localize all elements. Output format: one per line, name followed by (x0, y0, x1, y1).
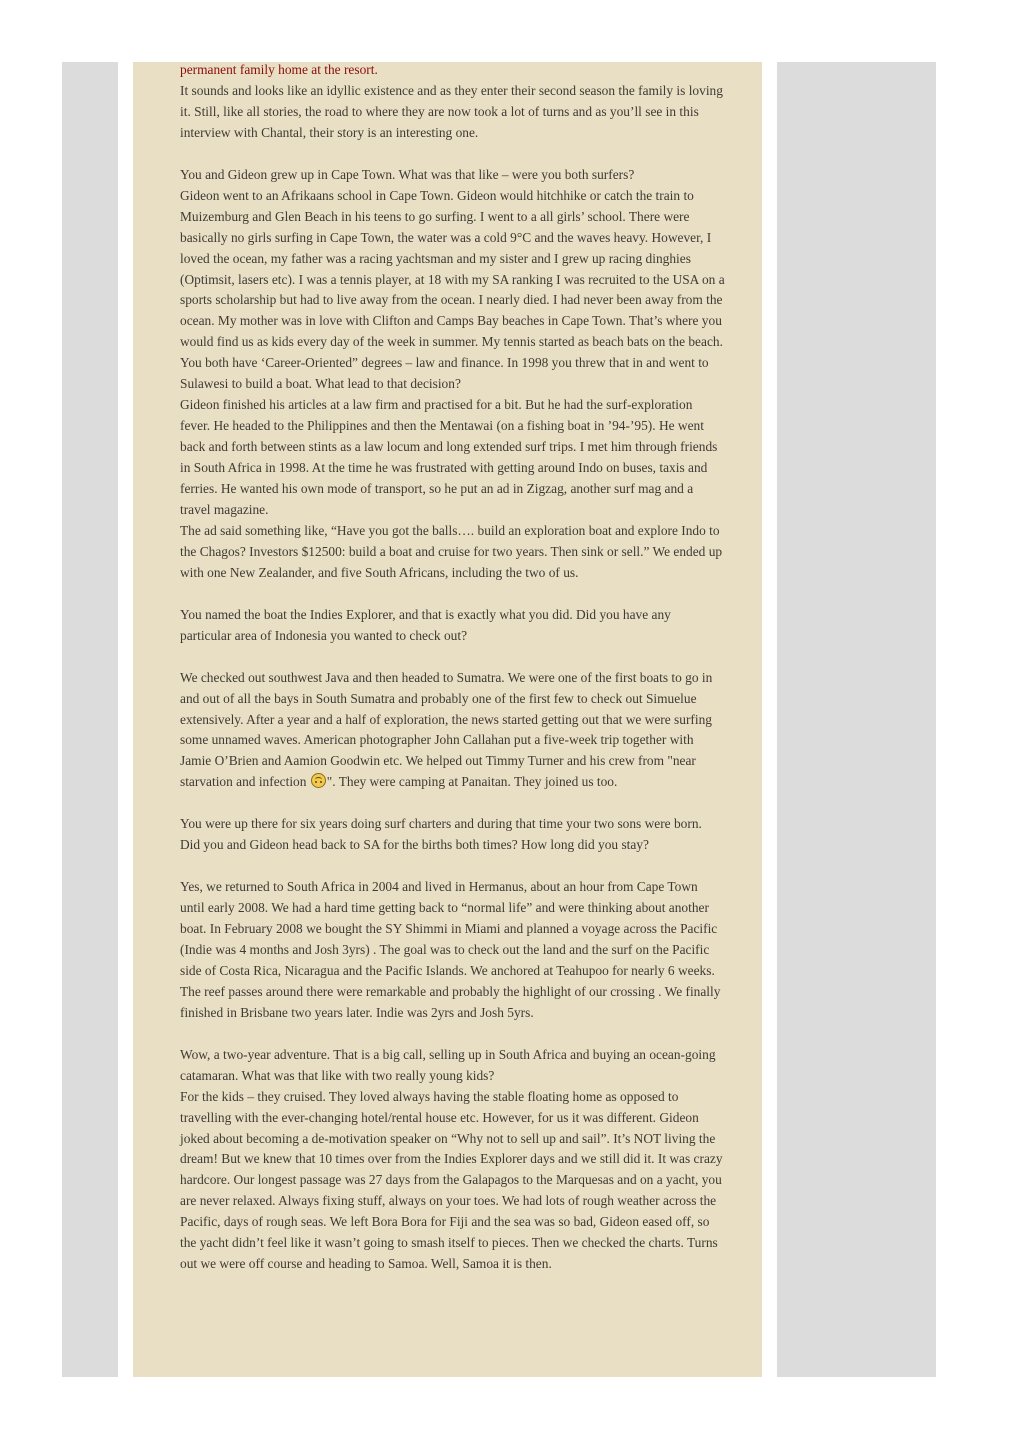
question-2: You both have ‘Career-Oriented” degrees – law and finance. In 1998 you threw that in and went to Sulawesi to build a boat. What lead to that decision? (180, 355, 709, 392)
answer-4: Yes, we returned to South Africa in 2004 and lived in Hermanus, about an hour from Cape Town until early 2008. We had a hard time getting back to “normal life” and were thinking about another boat. In February 2008 we bought the SY Shimmi in Miami and planned a voyage across the Pacific (Indie was 4 months and Josh 3yrs) . The goal was to check out the land and the surf on the Pacific side of Costa Rica, Nicaragua and the Pacific Islands. We anchored at Teahupoo for nearly 6 weeks. The reef passes around there were remarkable and probably the highlight of our crossing . We finally finished in Brisbane two years later. Indie was 2yrs and Josh 5yrs. (180, 879, 721, 1020)
answer-5: For the kids – they cruised. They loved always having the stable floating home as opposed to travelling with the ever-changing hotel/rental house etc. However, for us it was different. Gideon joked about becoming a de-motivation speaker on “Why not to sell up and sail”. It’s NOT living the dream! But we knew that 10 times over from the Indies Explorer days and we still did it. It was crazy hardcore. Our longest passage was 27 days from the Galapagos to the Marquesas and on a yacht, you are never relaxed. Always fixing stuff, always on your toes. We had lots of rough weather across the Pacific, days of rough seas. We left Bora Bora for Fiji and the sea was so bad, Gideon eased off, so the yacht didn’t feel like it wasn’t going to smash itself to pieces. Then we checked the charts. Turns out we were off course and heading to Samoa. Well, Samoa it is then. (180, 1088, 723, 1272)
question-4: You were up there for six years doing surf charters and during that time your two sons were born. Did you and Gideon head back to SA for the births both times? How long did you stay? (180, 816, 702, 853)
question-1: You and Gideon grew up in Cape Town. What was that like – were you both surfers? (180, 166, 635, 182)
intro-paragraph: It sounds and looks like an idyllic existence and as they enter their second season the family is loving it. Still, like all stories, the road to where they are now took a lot of turns and as you’ll see in this interview with Chantal, their story is an interesting one. (180, 82, 723, 140)
paragraph-gap (180, 647, 725, 668)
answer-3 (180, 668, 725, 794)
paragraph-gap (180, 1024, 725, 1045)
paragraph-gap (180, 584, 725, 605)
article-body (180, 62, 725, 1275)
left-margin-column (62, 62, 118, 1377)
answer-2: Gideon finished his articles at a law firm and practised for a bit. But he had the surf-exploration fever. He headed to the Philippines and then the Mentawai (on a fishing boat in ’94-’95). He went back and forth between stints as a law locum and long extended surf trips. I met him through friends in South Africa in 1998. At the time he was frustrated with getting around Indo on buses, taxis and ferries. He wanted his own mode of transport, so he put an ad in Zigzag, another surf mag and a travel magazine. (180, 397, 718, 517)
question-3: You named the boat the Indies Explorer, and that is exactly what you did. Did you have any particular area of Indonesia you wanted to check out? (180, 606, 671, 643)
answer-3-text-after: ". They were camping at Panaitan. They joined us too. (326, 774, 618, 790)
article-panel (133, 62, 762, 1377)
paragraph-gap (180, 856, 725, 877)
intro-tail-text: permanent family home at the resort. (180, 62, 378, 77)
answer-1: Gideon went to an Afrikaans school in Cape Town. Gideon would hitchhike or catch the train to Muizemburg and Glen Beach in his teens to go surfing. I went to a all girls’ school. There were basically no girls surfing in Cape Town, the water was a cold 9°C and the waves heavy. However, I loved the ocean, my father was a racing yachtsman and my sister and I grew up racing dinghies (Optimsit, lasers etc). I was a tennis player, at 18 with my SA ranking I was recruited to the USA on a sports scholarship but had to live away from the ocean. I nearly died. I had never been away from the ocean. My mother was in love with Clifton and Camps Bay beaches in Cape Town. That’s where you would find us as kids every day of the week in summer. My tennis started as beach bats on the beach. (180, 187, 725, 350)
paragraph-gap (180, 144, 725, 165)
answer-2-continued: The ad said something like, “Have you got the balls…. build an exploration boat and explore Indo to the Chagos? Investors $12500: build a boat and cruise for two years. Then sink or sell.” We ended up with one New Zealander, and five South Africans, including the two of us. (180, 522, 723, 580)
answer-3-text-before: We checked out southwest Java and then headed to Sumatra. We were one of the first boats to go in and out of all the bays in South Sumatra and probably one of the first few to check out Simuelue extensively. After a year and a half of exploration, the news started getting out that we were surfing some unnamed waves. American photographer John Callahan put a five-week trip together with Jamie O’Brien and Aamion Goodwin etc. We helped out Timmy Turner and his crew from "near starvation and infection (180, 669, 713, 790)
right-sidebar-column (777, 62, 936, 1377)
upside-down-smile-icon (311, 773, 326, 788)
paragraph-gap (180, 793, 725, 814)
question-5: Wow, a two-year adventure. That is a big call, selling up in South Africa and buying an ocean-going catamaran. What was that like with two really young kids? (180, 1046, 716, 1083)
